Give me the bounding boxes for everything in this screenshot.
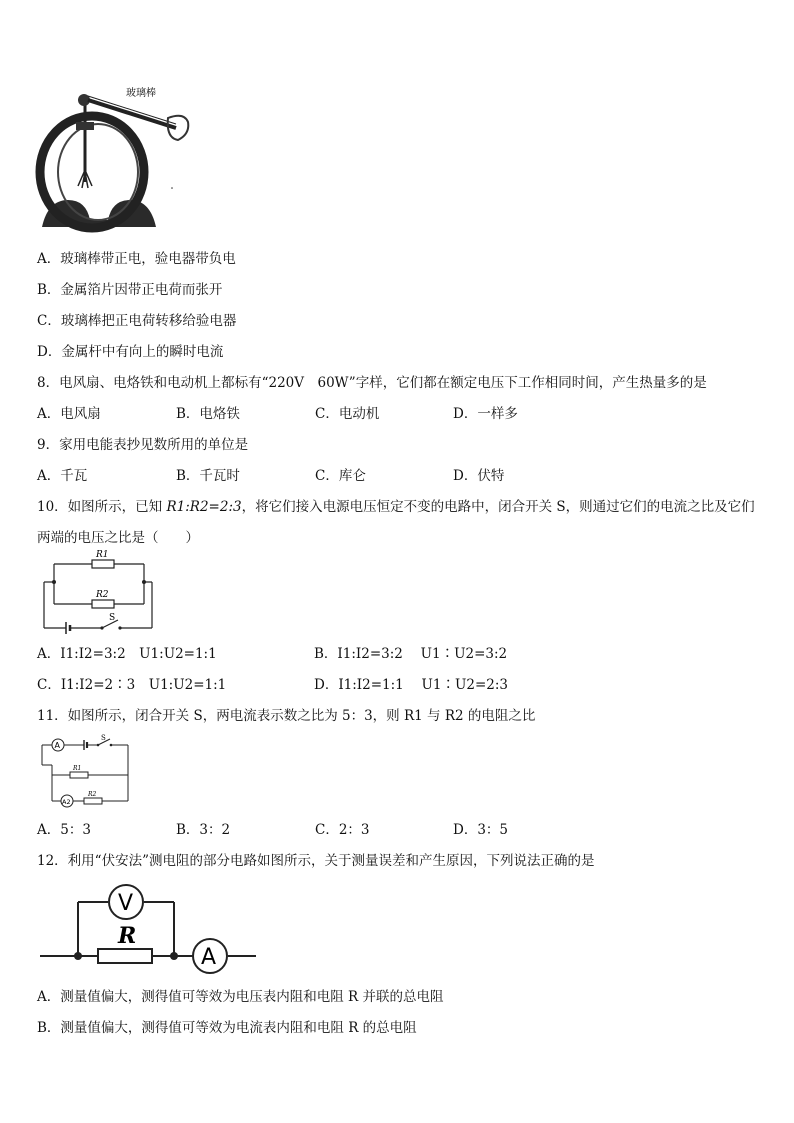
q9-option-c: C．库仑 [315, 468, 366, 484]
q7-option-d: D．金属杆中有向上的瞬时电流 [37, 344, 224, 360]
q12-circuit-diagram [38, 880, 258, 975]
q11-fig-meter1-label: A [54, 741, 60, 750]
q12-fig-voltmeter-label: V [118, 891, 134, 916]
q11-fig-r1-label: R1 [73, 765, 82, 772]
q12-option-b: B．测量值偏大，测得值可等效为电流表内阻和电阻 R 的总电阻 [37, 1020, 417, 1036]
q10-ratio: R1:R2=2:3 [166, 499, 242, 515]
q11-option-b: B．3：2 [176, 822, 231, 838]
q12-fig-resistor-label: R [118, 923, 137, 949]
q9-stem: 9．家用电能表抄见数所用的单位是 [37, 437, 249, 453]
q7-option-b: B．金属箔片因带正电荷而张开 [37, 282, 223, 298]
q12-option-a: A．测量值偏大，测得值可等效为电压表内阻和电阻 R 并联的总电阻 [37, 989, 444, 1005]
q7-option-c: C．玻璃棒把正电荷转移给验电器 [37, 313, 237, 329]
q10-stem-pre: 10．如图所示，已知 [37, 499, 167, 515]
q8-option-c: C．电动机 [315, 406, 380, 422]
q8-option-d: D．一样多 [453, 406, 518, 422]
q11-stem: 11．如图所示，闭合开关 S，两电流表示数之比为 5：3，则 R1 与 R2 的电阻之比 [37, 708, 536, 724]
q10-option-d: D．I1:I2=1:1 U1∶U2=2:3 [314, 677, 509, 693]
glass-rod-label: 玻璃棒 [126, 88, 156, 99]
q11-fig-r2-label: R2 [88, 791, 97, 798]
q11-option-c: C．2：3 [315, 822, 370, 838]
q7-option-a: A．玻璃棒带正电，验电器带负电 [37, 251, 236, 267]
q12-fig-ammeter-label: A [201, 945, 217, 970]
q10-fig-r2-label: R2 [96, 590, 109, 600]
q9-option-b: B．千瓦时 [176, 468, 240, 484]
q10-stem-line2: 两端的电压之比是（ ） [37, 530, 199, 546]
q10-option-a: A．I1:I2=3:2 U1:U2=1:1 [37, 646, 217, 662]
q11-circuit-diagram [40, 735, 140, 805]
q8-option-a: A．电风扇 [37, 406, 101, 422]
q11-fig-meter2-label: A2 [62, 798, 71, 806]
q9-option-a: A．千瓦 [37, 468, 88, 484]
q11-fig-switch-label: S [101, 734, 106, 742]
q10-fig-switch-label: S [109, 613, 116, 623]
q10-fig-r1-label: R1 [96, 550, 109, 560]
q12-stem: 12．利用“伏安法”测电阻的部分电路如图所示，关于测量误差和产生原因，下列说法正确的是 [37, 853, 595, 869]
q8-stem: 8．电风扇、电烙铁和电动机上都标有“220V 60W”字样，它们都在额定电压下工作相同时间，产生热量多的是 [37, 375, 707, 391]
q10-stem [37, 498, 755, 516]
q10-circuit-diagram [40, 550, 160, 636]
electroscope-figure [38, 82, 198, 232]
q11-option-d: D．3：5 [453, 822, 509, 838]
q9-option-d: D．伏特 [453, 468, 505, 484]
q10-stem-post: ，将它们接入电源电压恒定不变的电路中，闭合开关 S，则通过它们的电流之比及它们 [241, 499, 755, 515]
q8-option-b: B．电烙铁 [176, 406, 240, 422]
q10-option-b: B．I1:I2=3:2 U1∶U2=3:2 [314, 646, 508, 662]
q10-option-c: C．I1:I2=2∶3 U1:U2=1:1 [37, 677, 227, 693]
q11-option-a: A．5：3 [37, 822, 91, 838]
